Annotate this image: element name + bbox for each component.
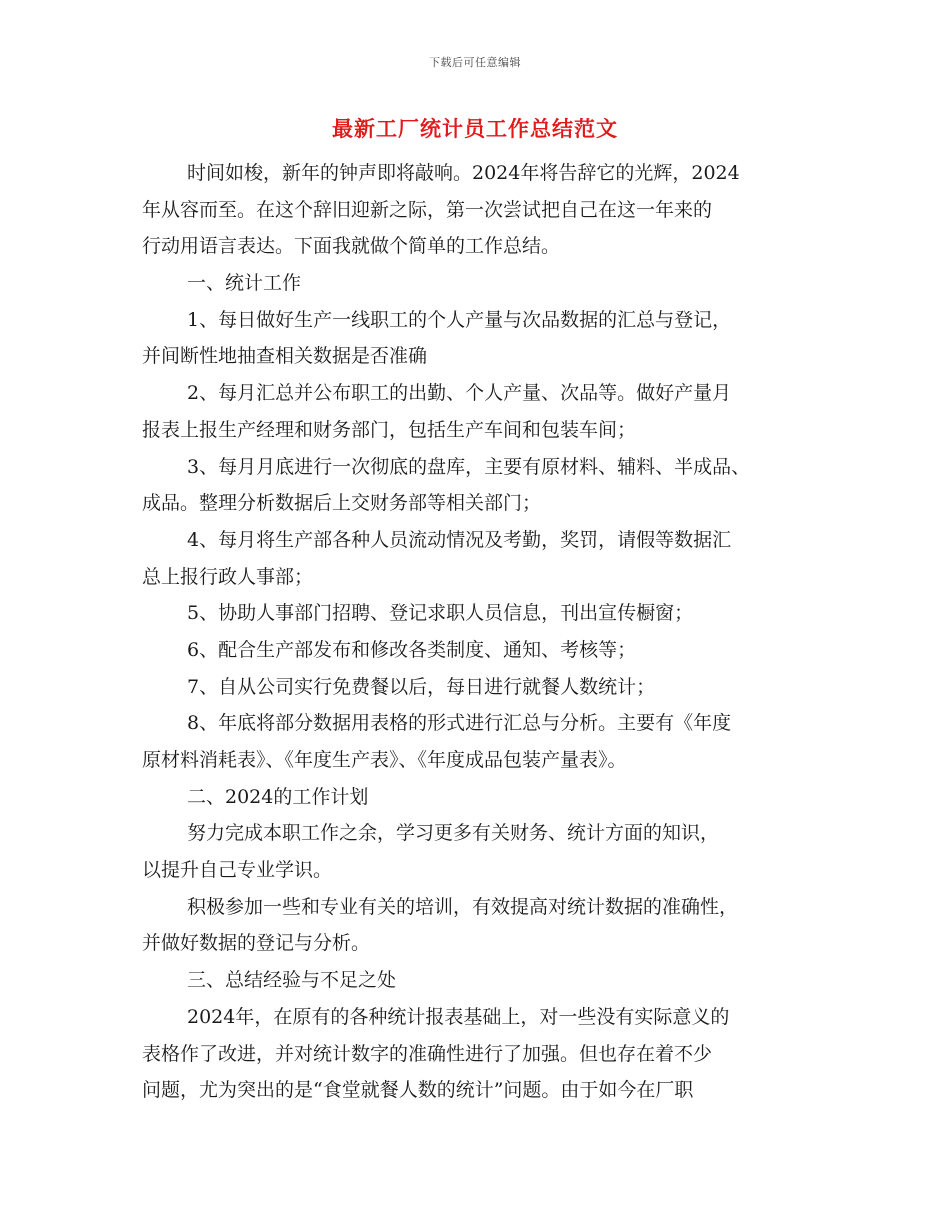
text-line: 并做好数据的登记与分析。 xyxy=(142,932,371,955)
text-line: 年从容而至。在这个辞旧迎新之际，第一次尝试把自己在这一年来的 xyxy=(142,198,713,221)
page-header-note: 下载后可任意编辑 xyxy=(429,56,521,69)
text-line: 3、每月月底进行一次彻底的盘库，主要有原材料、辅料、半成品、 xyxy=(187,455,751,478)
text-line: 8、年底将部分数据用表格的形式进行汇总与分析。主要有《年度 xyxy=(187,712,732,735)
text-line: 以提升自己专业学识。 xyxy=(142,859,333,882)
text-line: 时间如梭，新年的钟声即将敲响。2024年将告辞它的光辉，2024 xyxy=(187,162,740,184)
text-line: 7、自从公司实行免费餐以后，每日进行就餐人数统计； xyxy=(187,675,656,698)
text-line: 三、总结经验与不足之处 xyxy=(187,969,397,992)
text-line: 成品。整理分析数据后上交财务部等相关部门； xyxy=(142,492,542,515)
text-line: 1、每日做好生产一线职工的个人产量与次品数据的汇总与登记， xyxy=(187,308,732,331)
text-line: 6、配合生产部发布和修改各类制度、通知、考核等； xyxy=(187,638,637,661)
text-line: 原材料消耗表》、《年度生产表》、《年度成品包装产量表》。 xyxy=(142,749,627,771)
text-line: 努力完成本职工作之余，学习更多有关财务、统计方面的知识， xyxy=(187,822,720,845)
document-body xyxy=(142,155,832,1109)
text-line: 2、每月汇总并公布职工的出勤、个人产量、次品等。做好产量月 xyxy=(187,382,732,405)
text-line: 行动用语言表达。下面我就做个简单的工作总结。 xyxy=(142,235,561,258)
text-line: 并间断性地抽查相关数据是否准确 xyxy=(142,345,428,368)
text-line: 积极参加一些和专业有关的培训，有效提高对统计数据的准确性， xyxy=(187,895,739,918)
text-line: 一、统计工作 xyxy=(187,272,302,295)
text-line: 报表上报生产经理和财务部门，包括生产车间和包装车间； xyxy=(142,418,637,441)
text-line: 5、协助人事部门招聘、登记求职人员信息，刊出宣传橱窗； xyxy=(187,602,694,625)
document-title: 最新工厂统计员工作总结范文 xyxy=(332,116,618,141)
text-line: 问题，尤为突出的是“食堂就餐人数的统计”问题。由于如今在厂职 xyxy=(142,1079,694,1102)
text-line: 4、每月将生产部各种人员流动情况及考勤，奖罚，请假等数据汇 xyxy=(187,528,732,551)
text-line: 二、2024的工作计划 xyxy=(187,785,369,808)
text-line: 2024年，在原有的各种统计报表基础上，对一些没有实际意义的 xyxy=(187,1005,730,1028)
text-line: 表格作了改进，并对统计数字的准确性进行了加强。但也存在着不少 xyxy=(142,1042,713,1065)
text-line: 总上报行政人事部； xyxy=(142,565,314,588)
